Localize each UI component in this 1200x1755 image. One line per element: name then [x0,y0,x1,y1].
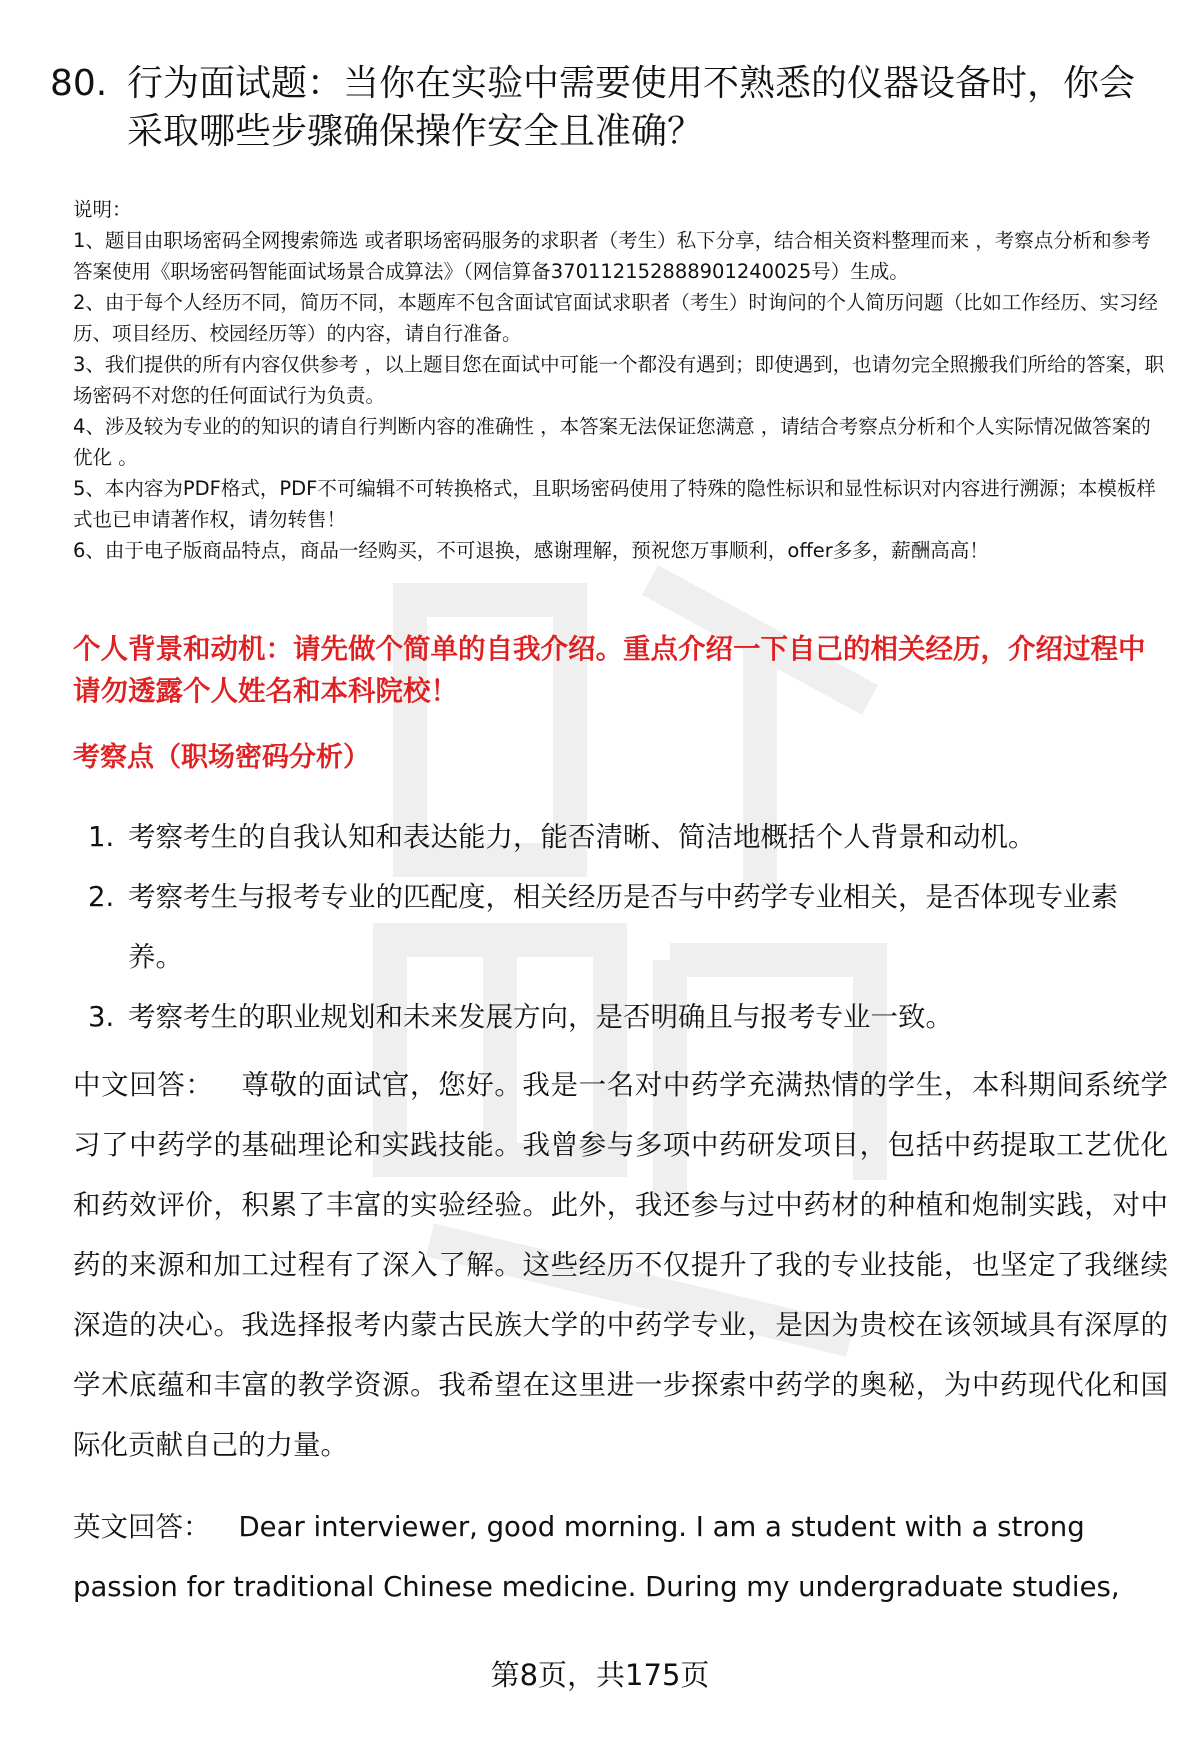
question-text: 行为面试题：当你在实验中需要使用不熟悉的仪器设备时，你会采取哪些步骤确保操作安全且准确？ [127,63,1136,152]
note-item: 2、由于每个人经历不同，简历不同，本题库不包含面试官面试求职者（考生）时询问的个人简历问题（比如工作经历、实习经历、项目经历、校园经历等）的内容，请自行准备。 [73,291,1158,345]
list-item-text: 考察考生与报考专业的匹配度，相关经历是否与中药学专业相关，是否体现专业素养。 [128,881,1118,973]
list-item [73,867,1168,987]
list-item-number: 1. [88,821,115,853]
question-title [50,60,1150,156]
list-item-number: 2. [88,881,115,913]
list-item-text: 考察考生的职业规划和未来发展方向，是否明确且与报考专业一致。 [128,1001,953,1033]
note-item: 3、我们提供的所有内容仅供参考 ，以上题目您在面试中可能一个都没有遇到；即使遇到，也请勿完全照搬我们所给的答案，职场密码不对您的任何面试行为负责。 [73,353,1165,407]
points-list [73,807,1168,1047]
list-item-text: 考察考生的自我认知和表达能力，能否清晰、简洁地概括个人背景和动机。 [128,821,1036,853]
answer-english-text: Dear interviewer, good morning. I am a student with a strong passion for traditional Chinese medicine. During my undergraduate studies, [73,1511,1120,1603]
answer-chinese-text: 尊敬的面试官，您好。我是一名对中药学充满热情的学生，本科期间系统学习了中药学的基础理论和实践技能。我曾参与多项中药研发项目，包括中药提取工艺优化和药效评价，积累了丰富的实验经验。此外，我还参与过中药材的种植和炮制实践，对中药的来源和加工过程有了深入了解。这些经历不仅提升了我的专业技能，也坚定了我继续深造的决心。我选择报考内蒙古民族大学的中药学专业，是因为贵校在该领域具有深厚的学术底蕴和丰富的教学资源。我希望在这里进一步探索中药学的奥秘，为中药现代化和国际化贡献自己的力量。 [73,1069,1169,1461]
answer-english-label: 英文回答： [73,1511,211,1543]
answer-chinese [73,1055,1168,1475]
notes-title: 说明： [73,198,132,221]
answer-chinese-label: 中文回答： [73,1069,214,1101]
list-item [73,987,1168,1047]
page-footer: 第8页，共175页 [490,1658,710,1692]
note-item: 1、题目由职场密码全网搜索筛选 或者职场密码服务的求职者（考生）私下分享，结合相关资料整理而来 ，考察点分析和参考答案使用《职场密码智能面试场景合成算法》（网信算备370112152888901240025号）生成。 [73,229,1151,283]
section-heading: 个人背景和动机：请先做个简单的自我介绍。重点介绍一下自己的相关经历，介绍过程中请勿透露个人姓名和本科院校！ [73,633,1146,707]
question-number: 80. [50,63,108,104]
note-item: 4、涉及较为专业的的知识的请自行判断内容的准确性 ，本答案无法保证您满意 ，请结合考察点分析和个人实际情况做答案的优化 。 [73,415,1151,469]
note-item: 5、本内容为PDF格式，PDF不可编辑不可转换格式，且职场密码使用了特殊的隐性标识和显性标识对内容进行溯源；本模板样式也已申请著作权，请勿转售！ [73,477,1156,531]
note-item: 6、由于电子版商品特点，商品一经购买，不可退换，感谢理解，预祝您万事顺利，offer多多，薪酬高高！ [73,539,989,562]
points-heading: 考察点（职场密码分析） [73,742,370,773]
answer-english [73,1497,1168,1617]
list-item-number: 3. [88,1001,115,1033]
list-item [73,807,1168,867]
notes-section [73,194,1168,566]
